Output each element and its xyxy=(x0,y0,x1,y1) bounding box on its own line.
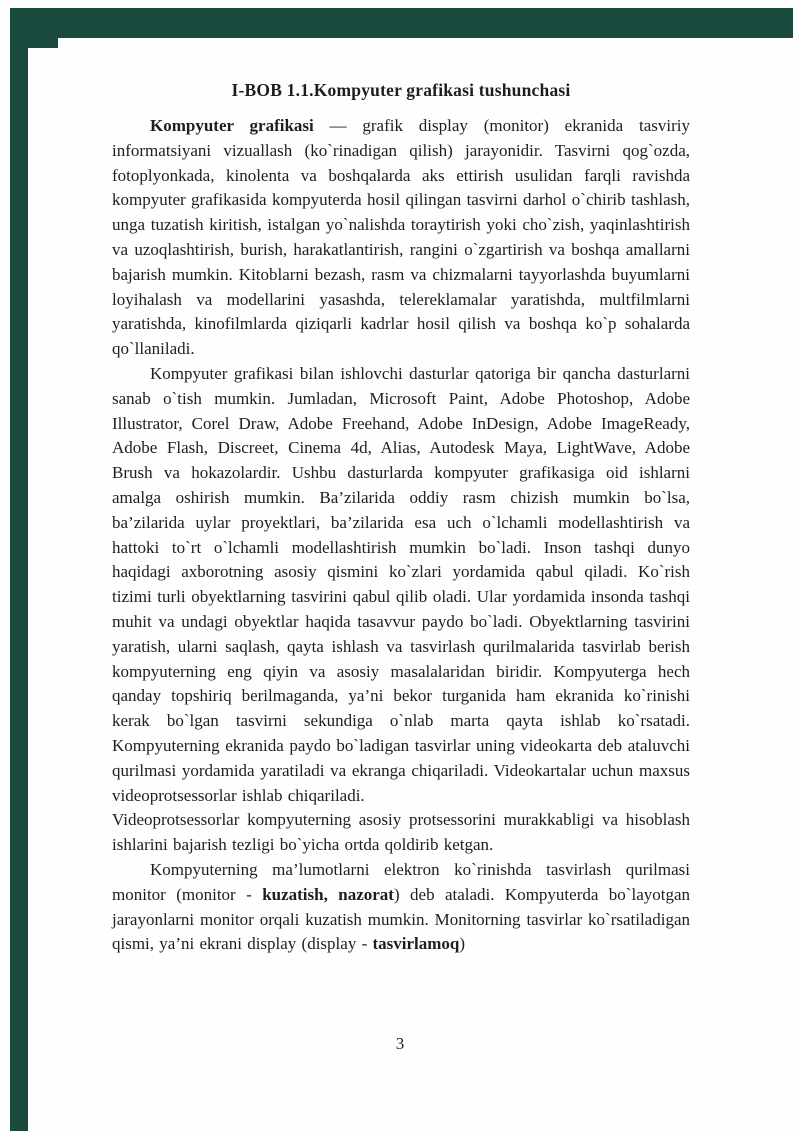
text-segment: Kompyuter grafikasi bilan ishlovchi dasturlar qatoriga bir qancha dasturlarni sanab o`tish mumkin. Jumladan, Microsoft Paint, Adobe Photoshop, Adobe Illustrator, Corel Draw, Adobe Freehand, Adobe InDesign, Adobe ImageReady, Adobe Flash, Discreet, Cinema 4d, Alias, Autodesk Maya, LightWave, Adobe Brush va hokazolardir. Ushbu dasturlarda kompyuter grafikasiga oid ishlarni amalga oshirish mumkin. Ba’zilarida oddiy rasm chizish mumkin bo`lsa, ba’zilarida uylar proyektlari, ba’zilarida esa uch o`lchamli modellashtirish va hattoki to`rt o`lchamli modellashtirish mumkin bo`ladi. Inson tashqi dunyo haqidagi axborotning asosiy qismini ko`zlari yordamida qabul qiladi. Ko`rish tizimi turli obyektlarning tasvirini qabul qilib oladi. Ular yordamida insonda tashqi muhit va undagi obyektlar haqida tasavvur paydo bo`ladi. Obyektlarning tasvirini yaratish, ularni saqlash, qayta ishlash va tasvirlash qurilmalarida tasvirlab berish kompyuterning eng qiyin va asosiy masalalaridan biridir. Kompyuterga hech qanday topshiriq berilmaganda, ya’ni bekor turganida ham ekranida ko`rinishi kerak bo`lgan tasvirni sekundiga o`nlab marta qayta ishlab ko`rsatadi. Kompyuterning ekranida paydo bo`ladigan tasvirlar uning videokarta deb ataluvchi qurilmasi yordamida yaratiladi va ekranga chiqariladi. Videokartalar uchun maxsus videoprotsessorlar ishlab chiqariladi. xyxy=(112,363,690,805)
paragraph xyxy=(112,362,690,808)
scan-border-top xyxy=(10,8,793,38)
paragraph xyxy=(112,808,690,858)
text-segment: Kompyuterning ma’lumotlarni elektron ko`rinishda tasvirlash qurilmasi monitor (monitor - xyxy=(112,859,690,904)
text-segment: tasvirlamoq xyxy=(372,934,460,954)
page-content xyxy=(112,78,690,957)
paragraph xyxy=(112,858,690,957)
scan-border-left xyxy=(10,8,28,1131)
paragraph xyxy=(112,114,690,362)
text-segment: ) xyxy=(459,934,466,954)
page-number: 3 xyxy=(395,1034,405,1053)
page-body xyxy=(112,114,690,957)
text-segment: Kompyuter grafikasi xyxy=(150,116,314,135)
text-segment: — grafik display (monitor) ekranida tasviriy informatsiyani vizuallash (ko`rinadigan qilish) jarayonidir. Tasvirni qog`ozda, fotoplyonkada, kinolenta va boshqalarda aks ettirish usulidan farqli ravishda kompyuter grafikasida kompyuterda hosil qilingan tasvirni darhol o`chirib tashlash, unga tuzatish kiritish, istalgan yo`nalishda toraytirish yoki cho`zish, yaqinlashtirish va uzoqlashtirish, burish, harakatlantirish, rangini o`zgartirish va boshqa amallarni bajarish mumkin. Kitoblarni bezash, rasm va chizmalarni tayyorlashda buyumlarni loyihalash va modellarini yasashda, telereklamalar yaratishda, multfilmlarni yaratishda, kinofilmlarda qiziqarli kadrlar hosil qilish va boshqa ko`p sohalarda qo`llaniladi. xyxy=(112,116,690,359)
text-segment: Videoprotsessorlar kompyuterning asosiy protsessorini murakkabligi va hisoblash ishlarini bajarish tezligi bo`yicha ortda qoldirib ketgan. xyxy=(112,810,690,855)
page-title: I-BOB 1.1.Kompyuter grafikasi tushunchasi xyxy=(231,80,571,100)
text-segment: ) deb ataladi. Kompyuterda bo`layotgan jarayonlarni monitor orqali kuzatish mumkin. Monitorning tasvirlar ko`rsatiladigan qismi, ya’ni ekrani display (display - xyxy=(112,884,691,954)
text-segment: kuzatish, nazorat xyxy=(262,884,394,904)
